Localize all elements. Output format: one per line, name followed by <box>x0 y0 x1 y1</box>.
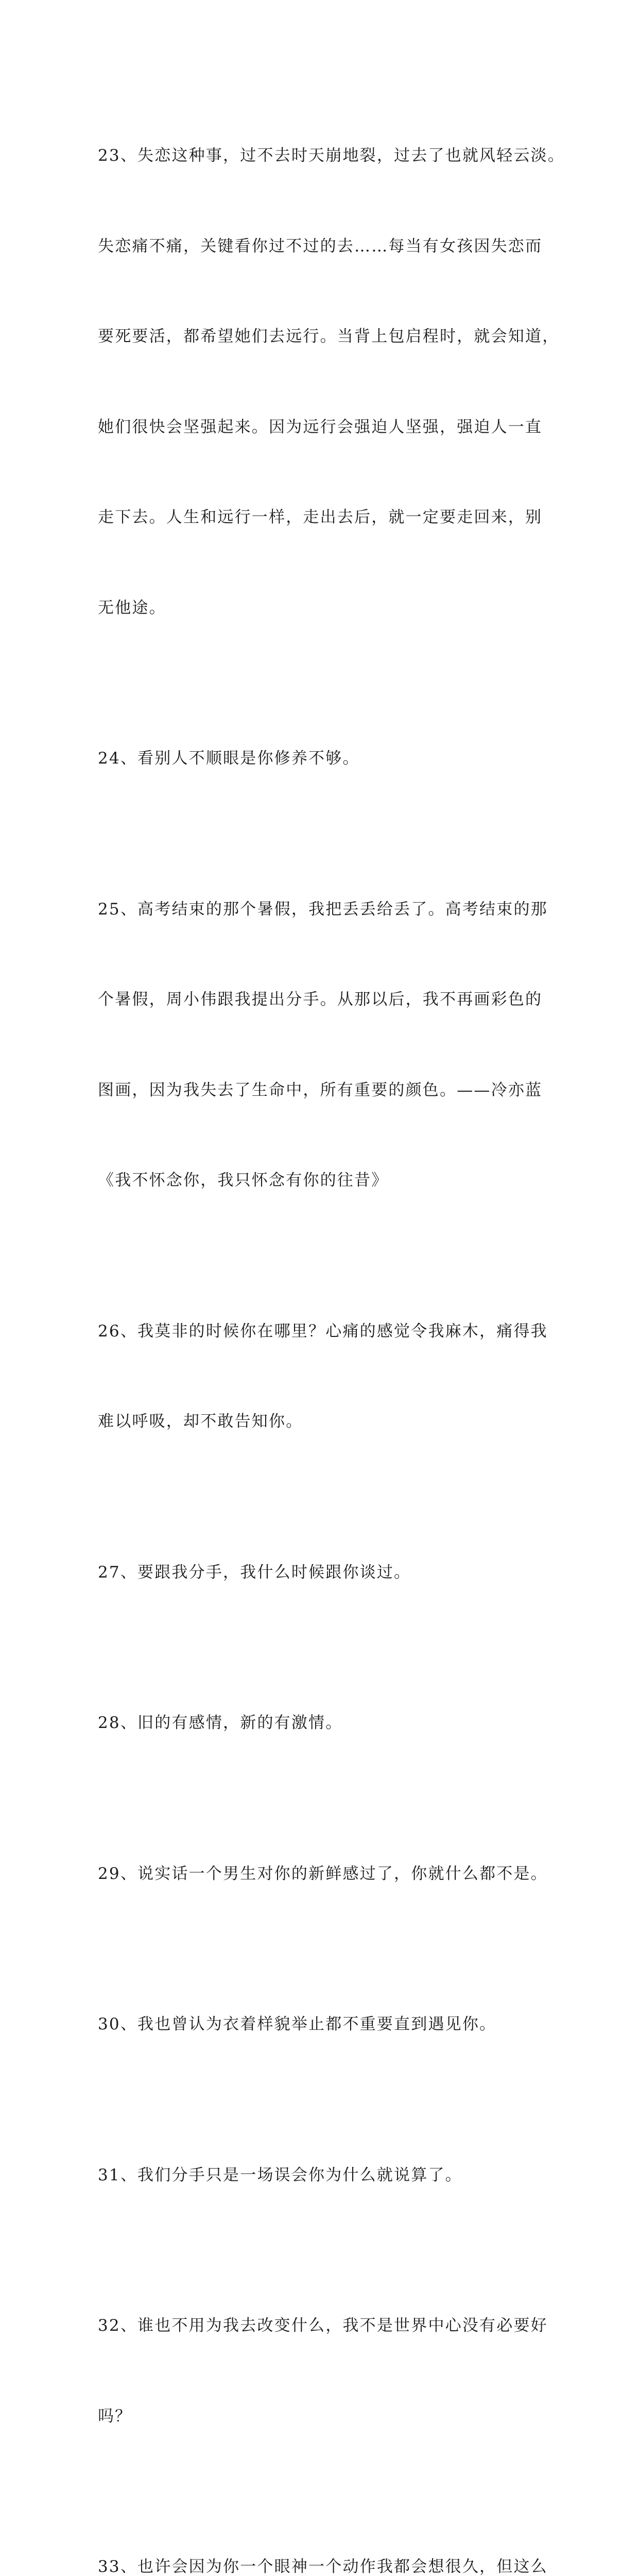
paragraph-line: 失恋痛不痛，关键看你过不过的去……每当有女孩因失恋而 <box>98 236 543 256</box>
document-body <box>98 80 565 2576</box>
paragraph-31 <box>98 2100 561 2251</box>
paragraph-32 <box>98 2250 561 2492</box>
paragraph-line: 难以呼吸，却不敢告知你。 <box>98 1412 303 1431</box>
paragraph-25 <box>98 834 561 1256</box>
paragraph-28 <box>98 1648 561 1799</box>
paragraph-24 <box>98 683 561 834</box>
paragraph-line: 24、看别人不顺眼是你修养不够。 <box>98 749 360 768</box>
paragraph-line: 31、我们分手只是一场误会你为什么就说算了。 <box>98 2165 462 2184</box>
paragraph-line: 26、我莫非的时候你在哪里？心痛的感觉令我麻木，痛得我 <box>98 1321 548 1341</box>
paragraph-line: 25、高考结束的那个暑假，我把丢丢给丢了。高考结束的那 <box>98 900 548 919</box>
paragraph-30 <box>98 1949 561 2100</box>
paragraph-29 <box>98 1799 561 1950</box>
paragraph-line: 无他途。 <box>98 598 166 617</box>
paragraph-line: 27、要跟我分手，我什么时候跟你谈过。 <box>98 1563 411 1582</box>
paragraph-23 <box>98 80 565 683</box>
paragraph-line: 图画，因为我失去了生命中，所有重要的颜色。——冷亦蓝 <box>98 1080 543 1099</box>
paragraph-line: 走下去。人生和远行一样，走出去后，就一定要走回来，别 <box>98 508 543 527</box>
paragraph-line: 《我不怀念你，我只怀念有你的往昔》 <box>98 1171 389 1190</box>
paragraph-line: 23、失恋这种事，过不去时天崩地裂，过去了也就风轻云淡。 <box>98 146 565 165</box>
paragraph-line: 29、说实话一个男生对你的新鲜感过了，你就什么都不是。 <box>98 1864 548 1883</box>
paragraph-26 <box>98 1256 561 1497</box>
paragraph-27 <box>98 1497 561 1648</box>
paragraph-line: 个暑假，周小伟跟我提出分手。从那以后，我不再画彩色的 <box>98 990 543 1009</box>
paragraph-line: 28、旧的有感情，新的有激情。 <box>98 1714 343 1732</box>
paragraph-line: 30、我也曾认为衣着样貌举止都不重要直到遇见你。 <box>98 2015 497 2033</box>
paragraph-line: 32、谁也不用为我去改变什么，我不是世界中心没有必要好 <box>98 2316 548 2335</box>
paragraph-line: 吗？ <box>98 2406 132 2426</box>
paragraph-line: 33、也许会因为你一个眼神一个动作我都会想很久，但这么 <box>98 2557 548 2576</box>
paragraph-33 <box>98 2492 561 2576</box>
paragraph-line: 要死要活，都希望她们去远行。当背上包启程时，就会知道， <box>98 327 560 346</box>
paragraph-line: 她们很快会坚强起来。因为远行会强迫人坚强，强迫人一直 <box>98 417 543 436</box>
